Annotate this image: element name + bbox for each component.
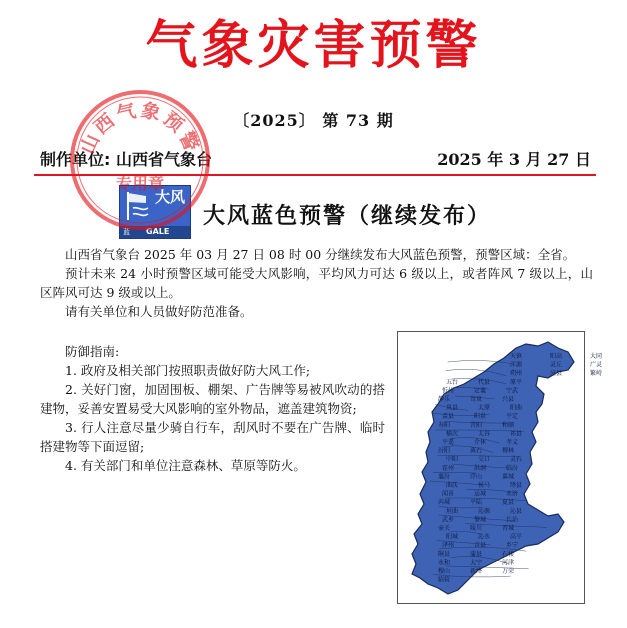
county-label: 大同 [590, 353, 603, 360]
county-label: 隰县 [438, 550, 451, 558]
county-label: 应县 [550, 370, 563, 378]
county-label: 忻州 [442, 387, 455, 395]
county-label: 乡宁 [506, 542, 519, 550]
county-label: 祁县 [510, 430, 523, 438]
county-label: 天镇 [510, 353, 523, 360]
issue-number: 〔2025〕 第 73 期 [233, 111, 394, 130]
county-label: 灵石 [510, 456, 523, 464]
county-label: 临猗 [438, 576, 451, 584]
county-label: 平陆 [470, 499, 483, 507]
county-label: 离石 [470, 447, 483, 455]
county-label: 阳城 [446, 533, 459, 541]
shanxi-province-map [398, 332, 603, 603]
county-label: 柳林 [502, 447, 515, 455]
county-label: 沁源 [478, 507, 491, 515]
county-label: 霍州 [442, 464, 455, 472]
county-label: 夏县 [502, 499, 515, 507]
defense-guide [40, 342, 385, 475]
county-label: 定襄 [474, 387, 487, 395]
county-label: 石楼 [502, 550, 515, 558]
county-label: 原平 [510, 378, 523, 386]
issue-date: 2025 年 3 月 27 日 [437, 150, 591, 169]
county-label: 万荣 [502, 568, 515, 575]
county-label: 临汾 [506, 464, 519, 472]
county-label: 泽州 [442, 542, 455, 550]
wind-flag-icon [120, 186, 154, 226]
county-label: 新绛 [470, 568, 483, 575]
county-label: 运城 [474, 490, 487, 498]
county-label: 大宁 [470, 559, 483, 567]
province-outline [412, 342, 574, 594]
seal-text: 山西气象预警 [76, 99, 204, 158]
county-label: 黎城 [474, 516, 487, 524]
county-label: 浮山 [470, 473, 483, 481]
county-label: 武乡 [442, 516, 455, 524]
seal-subtext: 专用章 [115, 174, 165, 193]
county-label: 太谷 [478, 430, 491, 438]
county-label: 洪洞 [474, 464, 487, 472]
county-label: 代县 [478, 378, 491, 386]
county-label: 阳泉 [474, 413, 487, 421]
county-label: 寿阳 [438, 421, 451, 429]
county-label: 稷山 [438, 568, 451, 575]
county-label: 榆次 [446, 430, 459, 438]
county-label: 高平 [510, 533, 523, 541]
county-label: 长治 [506, 516, 519, 524]
county-label: 繁峙 [590, 370, 603, 378]
warning-body [40, 245, 593, 321]
header-divider [34, 174, 596, 176]
county-label: 襄汾 [438, 473, 451, 481]
county-label: 朔州 [510, 370, 523, 378]
county-label: 静乐 [438, 396, 451, 403]
issuing-unit: 制作单位: 山西省气象台 [40, 150, 212, 169]
county-label: 平遥 [442, 439, 455, 446]
county-label: 垣曲 [446, 507, 459, 515]
body-paragraph-2: 预计未来 24 小时预警区域可能受大风影响，平均风力可达 6 级以上，或者阵风 7 级以上，山区阵风可达 9 级或以上。 [40, 266, 593, 300]
county-label: 阳曲 [510, 404, 523, 412]
county-label: 芮城 [438, 499, 451, 507]
county-label: 岚县 [446, 404, 459, 412]
county-label: 和顺 [502, 421, 515, 429]
county-label: 五台 [446, 378, 459, 386]
body-paragraph-1: 山西省气象台 2025 年 03 月 27 日 08 时 00 分继续发布大风蓝色预警，预警区域：全省。 [65, 247, 576, 262]
guide-item-3: 3. 行人注意尽量少骑自行车，刮风时不要在广告牌、临时搭建物等下面逗留; [40, 420, 385, 454]
warning-title: 大风蓝色预警（继续发布） [203, 204, 492, 229]
icon-blue-label: 蓝 [123, 228, 130, 236]
guide-item-2: 2. 关好门窗，加固围板、棚架、广告牌等易被风吹动的搭建物，妥善安置易受大风影响的室外物品，遮盖建筑物资; [40, 382, 385, 416]
county-label: 闻喜 [442, 490, 455, 498]
county-label: 永和 [438, 559, 451, 567]
county-label: 平定 [506, 413, 519, 421]
county-label: 昔阳 [470, 421, 483, 429]
county-label: 汾阳 [438, 447, 451, 455]
masthead-title: 气象灾害预警 [145, 16, 482, 76]
county-label: 岢岚 [470, 396, 483, 403]
county-label: 阳高 [550, 353, 563, 360]
county-label: 中阳 [446, 456, 459, 464]
county-label: 吉县 [474, 542, 487, 550]
county-label: 曲沃 [446, 482, 459, 489]
guide-heading: 防御指南: [65, 344, 120, 359]
gale-blue-warning-icon [119, 185, 191, 239]
guide-item-1: 1. 政府及相关部门按照职责做好防大风工作; [65, 363, 311, 378]
county-label: 绛县 [510, 482, 523, 489]
county-label: 蒲县 [470, 550, 483, 558]
county-label: 浑源 [510, 361, 523, 369]
icon-cn-label: 大风 [154, 188, 185, 206]
county-label: 翼城 [502, 473, 515, 481]
county-label: 介休 [474, 439, 487, 446]
county-label: 灵丘 [550, 361, 563, 369]
county-label: 壶关 [438, 525, 451, 532]
county-label: 沁水 [478, 533, 491, 541]
county-label: 兴县 [502, 396, 515, 403]
county-label: 孝义 [506, 439, 519, 446]
county-label: 宁武 [506, 387, 519, 395]
county-label: 陵川 [470, 525, 483, 532]
county-label: 交口 [478, 456, 491, 464]
guide-item-4: 4. 有关部门和单位注意森林、草原等防火。 [65, 458, 306, 473]
county-label: 太原 [478, 404, 491, 412]
county-label: 河津 [502, 559, 515, 567]
county-label: 盂县 [442, 413, 455, 421]
county-label: 沁县 [510, 507, 523, 515]
body-paragraph-3: 请有关单位和人员做好防范准备。 [65, 304, 253, 319]
icon-gale-strip [120, 226, 190, 238]
county-label: 侯马 [478, 482, 491, 489]
icon-en-label: GALE [146, 227, 170, 236]
county-label: 永济 [506, 490, 519, 498]
county-label: 广灵 [590, 361, 603, 369]
warning-area-map [397, 331, 603, 604]
county-label: 晋城 [502, 525, 515, 532]
